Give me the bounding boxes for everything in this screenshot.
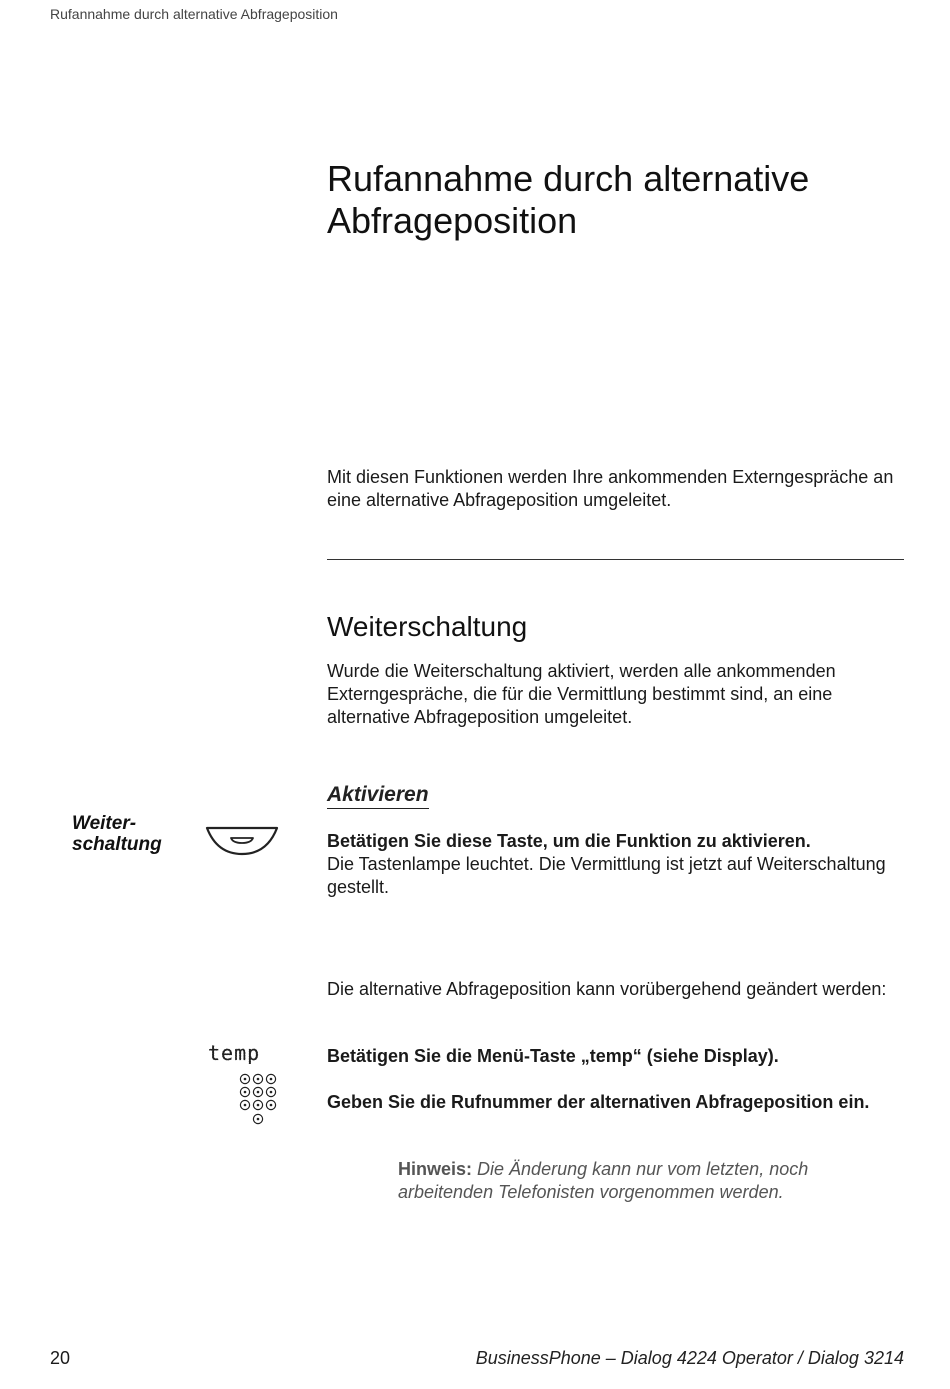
step-activate	[327, 830, 907, 899]
key-label	[72, 813, 162, 855]
intro-paragraph: Mit diesen Funktionen werden Ihre ankommenden Externgespräche an eine alternative Abfrageposition umgeleitet.	[327, 467, 894, 510]
key-label-line1: Weiter-	[72, 813, 137, 834]
note	[398, 1158, 898, 1204]
temporary-change-paragraph: Die alternative Abfrageposition kann vorübergehend geändert werden:	[327, 979, 887, 999]
running-header: Rufannahme durch alternative Abfrageposition	[50, 6, 338, 22]
note-label: Hinweis:	[398, 1159, 473, 1179]
note-text: Die Änderung kann nur vom letzten, noch arbeitenden Telefonisten vorgenommen werden.	[398, 1159, 809, 1202]
page-title-line1: Rufannahme durch alternative	[327, 158, 810, 199]
page-title-line2: Abfrageposition	[327, 200, 578, 241]
function-key-icon	[205, 826, 279, 861]
page-number: 20	[50, 1348, 71, 1368]
step-enter-number: Geben Sie die Rufnummer der alternativen Abfrageposition ein.	[327, 1092, 870, 1112]
page-title	[327, 158, 917, 242]
step-activate-result: Die Tastenlampe leuchtet. Die Vermittlung ist jetzt auf Weiterschaltung gestellt.	[327, 854, 886, 897]
step-activate-instruction: Betätigen Sie diese Taste, um die Funktion zu aktivieren.	[327, 831, 811, 851]
section-divider	[327, 559, 904, 560]
section-title: Weiterschaltung	[327, 611, 528, 642]
key-label-line2: schaltung	[72, 834, 162, 855]
section-body: Wurde die Weiterschaltung aktiviert, werden alle ankommenden Externgespräche, die für die Vermittlung bestimmt sind, an eine alternative Abfrageposition umgeleitet.	[327, 661, 836, 727]
footer-product-title: BusinessPhone – Dialog 4224 Operator / Dialog 3214	[475, 1348, 904, 1368]
temp-display-key	[207, 1044, 277, 1069]
temp-display-label: temp	[208, 1044, 261, 1064]
subsection-title: Aktivieren	[327, 783, 429, 809]
step-press-temp: Betätigen Sie die Menü-Taste „temp“ (siehe Display).	[327, 1046, 779, 1066]
keypad-icon	[239, 1073, 279, 1134]
